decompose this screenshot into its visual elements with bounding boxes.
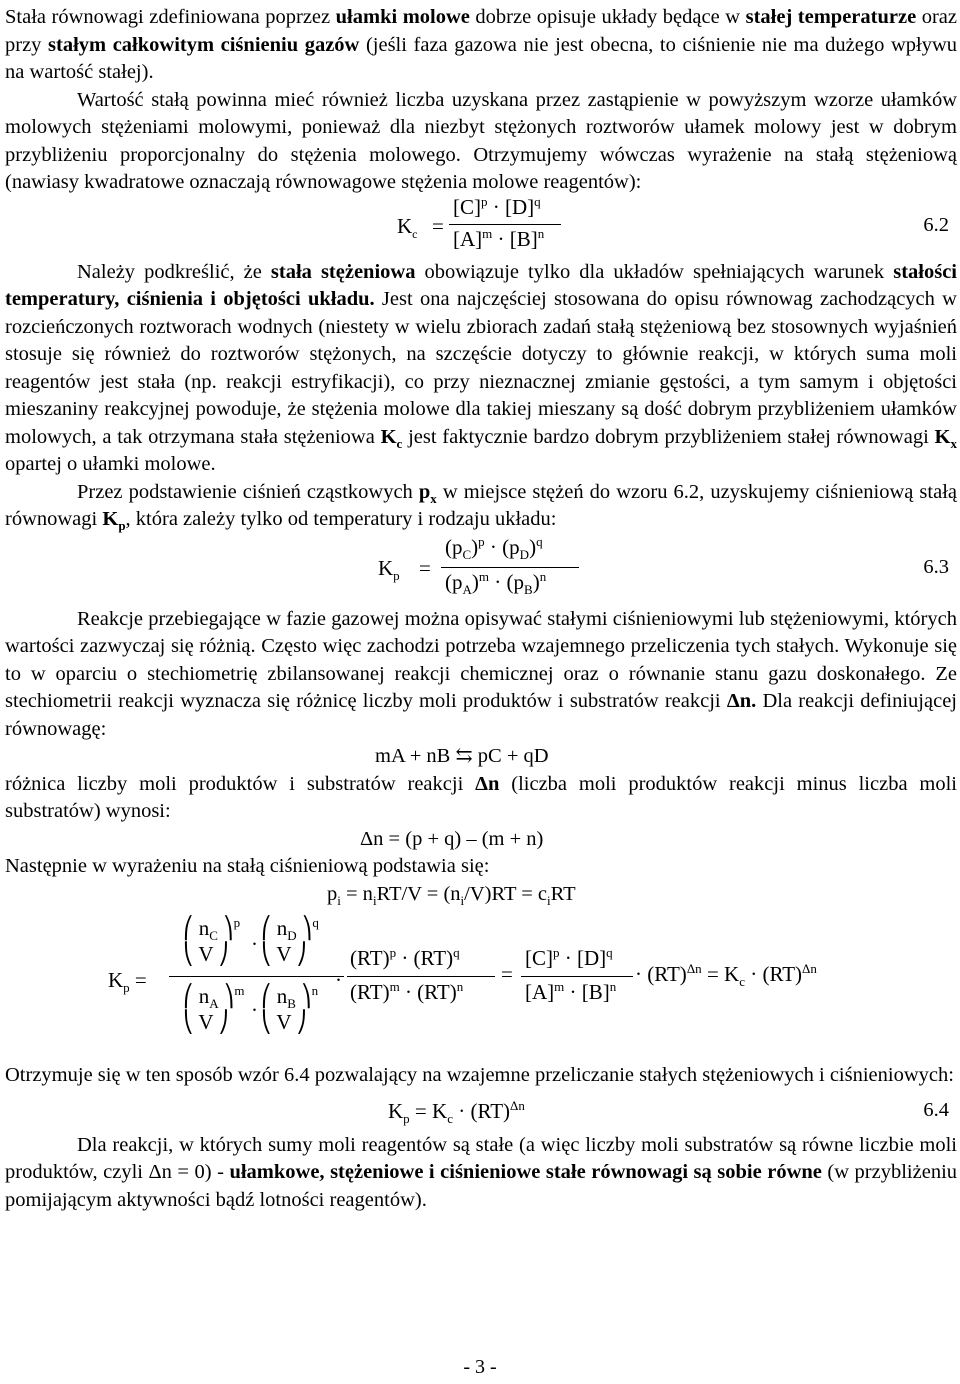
document-page xyxy=(5,4,957,1214)
paragraph-1: Stała równowagi zdefiniowana poprzez ułamki molowe dobrze opisuje układy będące w stałej temperaturze oraz przy stałym całkowitym ciśnieniu gazów (jeśli faza gazowa nie jest obecna, to ciśnienie nie ma dużego wpływu na wartość stałej). xyxy=(5,6,958,83)
paragraph-3: Należy podkreślić, że stała stężeniowa obowiązuje tylko dla układów spełniających warunek stałości temperatury, ciśnienia i objętości układu. Jest ona najczęściej stosowana do opisu równowag zachodzących w rozcieńczonych roztworach wodnych (niestety w wielu zbiorach zadań stałą stężeniową bez stosownych wyjaśnień stosuje się również do roztworów stężonych, na szczęście dotyczy to głównie reakcji, w których suma moli reagentów jest stała (np. reakcji estryfikacji), co przy nieznacznej zmianie gęstości, a tym samym i objętości mieszaniny reakcyjnej powoduje, że stężenia molowe dla takiej mieszany są dość dobrym przybliżeniem ułamków molowych, a tak otrzymana stała stężeniowa $K_c$ jest faktycznie bardzo dobrym przybliżeniem stałej równowagi $K_x$ opartej o ułamki molowe. xyxy=(5,260,957,475)
reaction-equation: mA + nB ⇆ pC + qD xyxy=(375,745,549,767)
equation-6-2: $K_c$ = $[C]^p \cdot [D]^q$ $[A]^m \cdot [B]^n$ 6.2 xyxy=(397,193,949,251)
paragraph-8: Otrzymuje się w ten sposób wzór 6.4 pozwalający na wzajemne przeliczanie stałych stężeniowych i ciśnieniowych: xyxy=(5,1064,954,1086)
paragraph-4: Przez podstawienie ciśnień cząstkowych $p_x$ w miejsce stężeń do wzoru 6.2, uzyskujemy ciśnieniową stałą równowagi $K_p$, która zależy tylko od temperatury i rodzaju układu: xyxy=(5,480,957,534)
paragraph-5: Reakcje przebiegające w fazie gazowej można opisywać stałymi ciśnieniowymi lub stężeniowymi, których wartości zazwyczaj się różnią. Często więc zachodzi potrzeba wzajemnego przeliczenia tych stałych. Wykonuje się to w oparciu o stechiometrię zbilansowanej reakcji chemicznej oraz o równanie stanu gazu doskonałego. Ze stechiometrii reakcji wyznacza się różnicę liczby moli produktów i substratów reakcji Δn. Dla reakcji definiującej równowagę: xyxy=(5,607,957,740)
delta-n-equation: Δn = (p + q) – (m + n) xyxy=(360,827,544,850)
derivation-equation: $K_p$ = ⎛ $n_C$ ⎞$^p$ ⎝ V ⎠ · ⎛ $n_D$ ⎞$^q$ ⎝ V ⎠ ⎛ $n_A$ ⎞$^m$ ⎝ V ⎠ · ⎛ $n_B$ ⎞$^n$ ⎝ V ⎠ · (RT)$^p$ · (RT)$^q$ (RT)$^m$ · (RT)$^n$ = $[C]^p \cdot [D]^q$ $[A]^m \cdot [B]^n$ · $(RT)^{\Delta n} = K_c \cdot (RT)^{\Delta n}$ xyxy=(108,915,817,1034)
page-number: - 3 - xyxy=(463,1356,497,1378)
paragraph-9: Dla reakcji, w których sumy moli reagentów są stałe (a więc liczby moli substratów są równe liczbie moli produktów, czyli Δn = 0) - ułamkowe, stężeniowe i ciśnieniowe stałe równowagi są sobie równe (w przybliżeniu pomijającym aktywności bądź lotności reagentów). xyxy=(5,1133,958,1211)
equation-6-3: $K_p$ = $(p_C)^p \cdot (p_D)^q$ $(p_A)^m \cdot (p_B)^n$ 6.3 xyxy=(378,533,949,597)
paragraph-6: różnica liczby moli produktów i substratów reakcji Δn (liczba moli produktów reakcji minus liczba moli substratów) wynosi: xyxy=(5,772,957,822)
substitution-equation: $p_i = n_iRT/V = (n_i/V)RT = c_iRT$ xyxy=(327,882,576,908)
paragraph-2: Wartość stałą powinna mieć również liczba uzyskana przez zastąpienie w powyższym wzorze ułamków molowych stężeniami molowymi, ponieważ dla niezbyt stężonych roztworów ułamek molowy jest w dobrym przybliżeniu proporcjonalny do stężenia molowego. Otrzymujemy wówczas wyrażenie na stałą stężeniową (nawiasy kwadratowe oznaczają równowagowe stężenia molowe reagentów): xyxy=(5,88,957,193)
paragraph-7: Następnie w wyrażeniu na stałą ciśnieniową podstawia się: xyxy=(5,855,490,877)
equation-6-4: $K_p = K_c \cdot (RT)^{\Delta n}$ 6.4 xyxy=(388,1097,949,1126)
